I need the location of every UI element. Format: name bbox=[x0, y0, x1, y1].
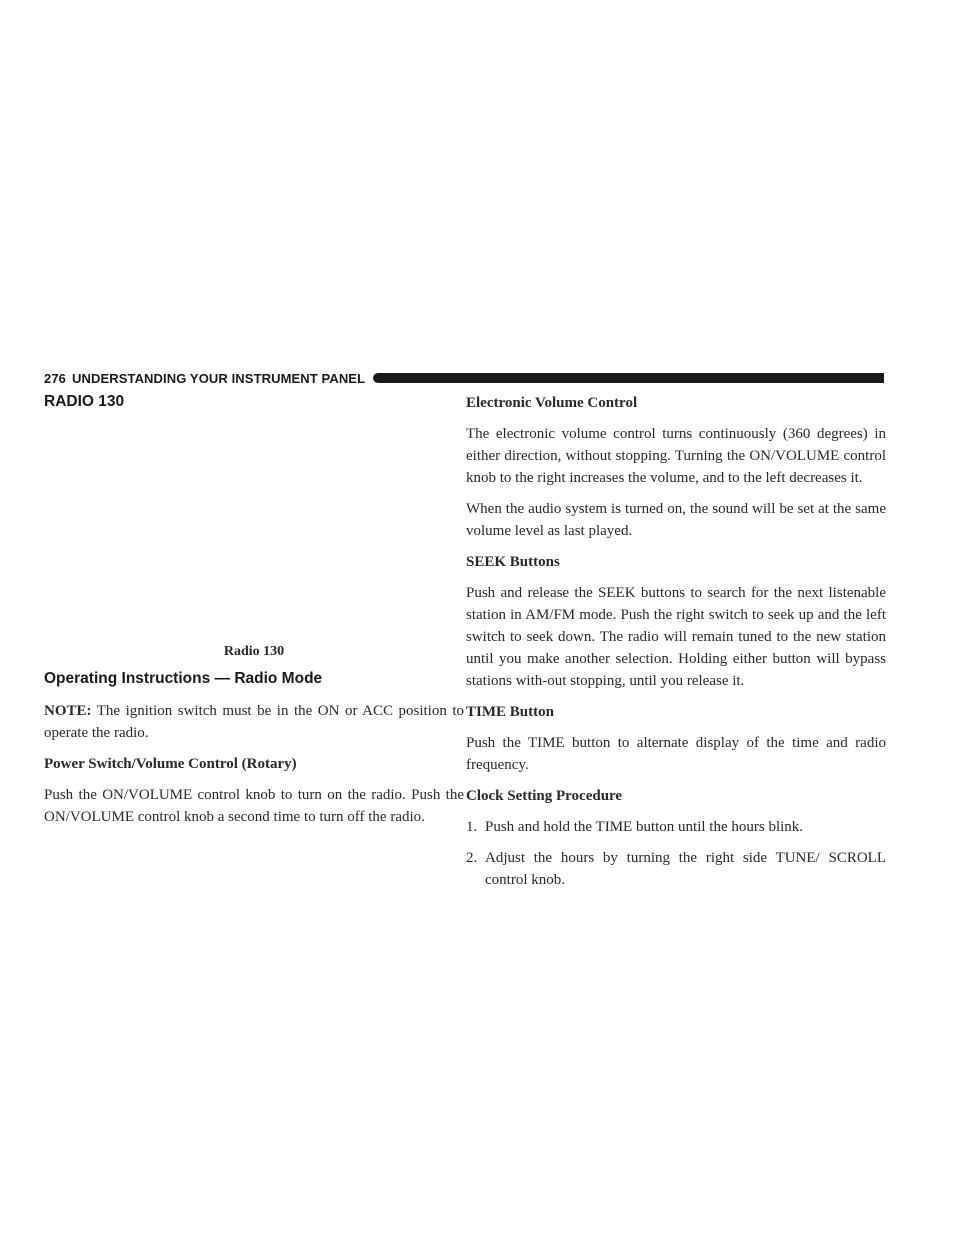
left-column bbox=[44, 392, 464, 837]
note-paragraph bbox=[44, 700, 464, 744]
clock-heading: Clock Setting Procedure bbox=[466, 788, 623, 804]
subsection-title: Operating Instructions — Radio Mode bbox=[44, 670, 323, 687]
header-rule bbox=[373, 373, 884, 383]
figure-caption: Radio 130 bbox=[223, 644, 285, 659]
step-number: 1. bbox=[466, 819, 478, 835]
volume-paragraph-2: When the audio system is turned on, the sound will be set at the same volume level as last played. bbox=[466, 501, 886, 539]
step-text: Push and hold the TIME button until the hours blink. bbox=[485, 819, 804, 835]
step-text: Adjust the hours by turning the right side TUNE/ SCROLL control knob. bbox=[485, 850, 886, 888]
seek-paragraph: Push and release the SEEK buttons to search for the next listenable station in AM/FM mode. Push the right switch to seek up and the left switch to seek down. The radio will remain tuned to the new station until you make another selection. Holding either button will bypass stations with-out stopping, until you release it. bbox=[466, 585, 886, 689]
volume-heading: Electronic Volume Control bbox=[466, 395, 638, 411]
step-item bbox=[466, 847, 886, 891]
power-paragraph: Push the ON/VOLUME control knob to turn on the radio. Push the ON/VOLUME control knob a second time to turn off the radio. bbox=[44, 787, 464, 825]
section-title: RADIO 130 bbox=[44, 393, 125, 410]
seek-heading: SEEK Buttons bbox=[466, 554, 560, 570]
running-title: UNDERSTANDING YOUR INSTRUMENT PANEL bbox=[72, 370, 366, 386]
note-label: NOTE: bbox=[44, 703, 92, 719]
figure-radio-130 bbox=[44, 412, 464, 660]
note-text: The ignition switch must be in the ON or ACC position to operate the radio. bbox=[44, 703, 464, 741]
page-header bbox=[44, 370, 884, 386]
page-number: 276 bbox=[44, 370, 66, 386]
time-heading: TIME Button bbox=[466, 704, 554, 720]
step-item bbox=[466, 816, 886, 838]
time-paragraph: Push the TIME button to alternate display of the time and radio frequency. bbox=[466, 735, 886, 773]
volume-paragraph-1: The electronic volume control turns continuously (360 degrees) in either direction, without stopping. Turning the ON/VOLUME control knob to the right increases the volume, and to the left decreases it. bbox=[466, 426, 886, 486]
right-column bbox=[466, 392, 886, 900]
power-heading: Power Switch/Volume Control (Rotary) bbox=[44, 756, 297, 772]
step-number: 2. bbox=[466, 850, 478, 866]
